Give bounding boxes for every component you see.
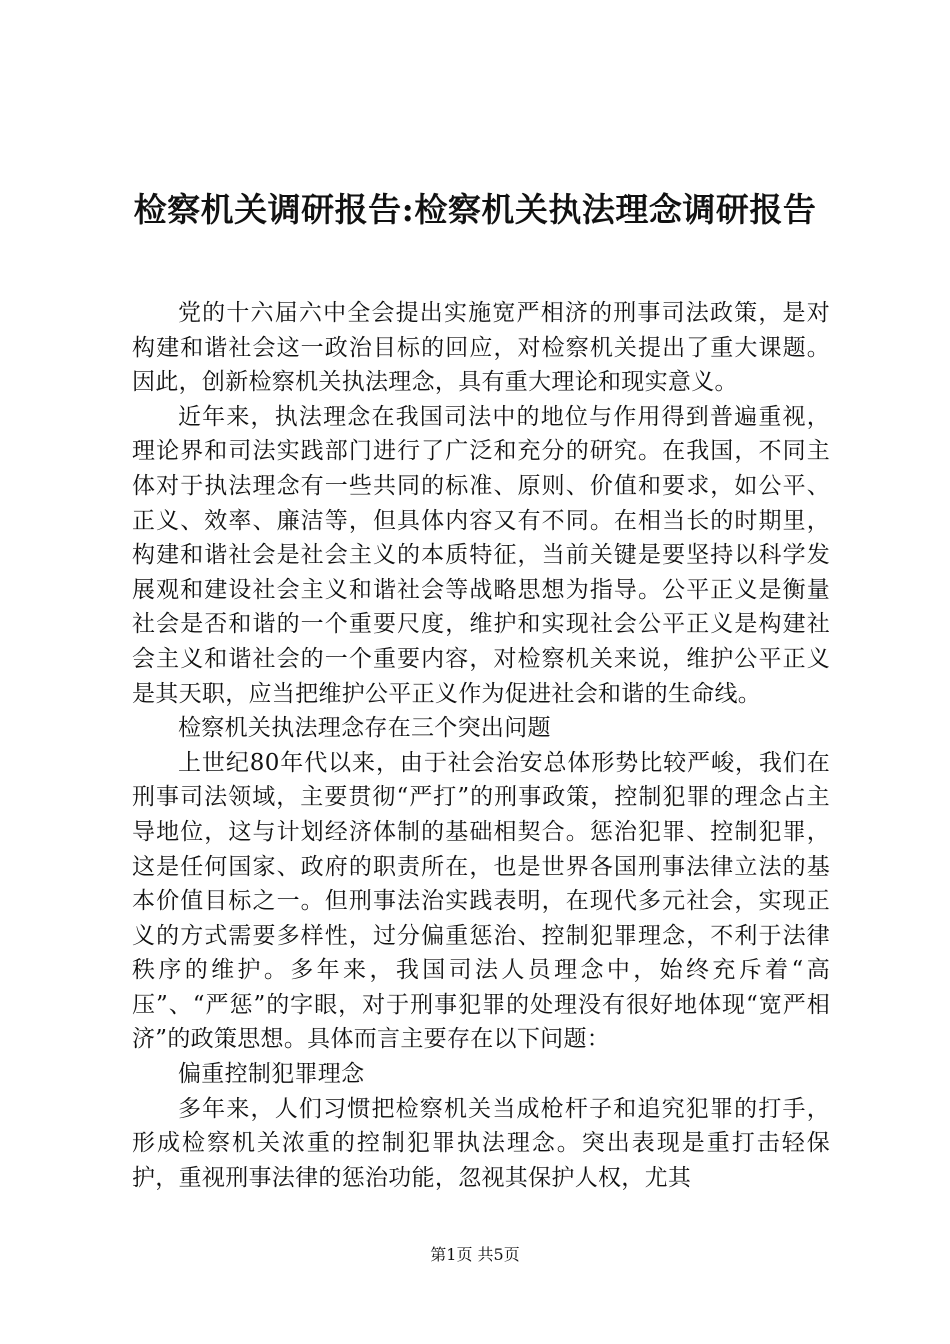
paragraph-intro: 党的十六届六中全会提出实施宽严相济的刑事司法政策，是对构建和谐社会这一政治目标的回应，对检察机关提出了重大课题。因此，创新检察机关执法理念，具有重大理论和现实意义。 [132,300,830,396]
section-heading-problems: 检察机关执法理念存在三个突出问题 [178,715,551,742]
paragraph-history: 上世纪80年代以来，由于社会治安总体形势比较严峻，我们在刑事司法领域，主要贯彻“严打”的刑事政策，控制犯罪的理念占主导地位，这与计划经济体制的基础相契合。惩治犯罪、控制犯罪，这是任何国家、政府的职责所在，也是世界各国刑事法律立法的基本价值目标之一。但刑事法治实践表明，在现代多元社会，实现正义的方式需要多样性，过分偏重惩治、控制犯罪理念，不利于法律秩序的维护。多年来，我国司法人员理念中，始终充斥着“高压”、“严惩”的字眼，对于刑事犯罪的处理没有很好地体现“宽严相济”的政策思想。具体而言主要存在以下问题： [132,749,830,1053]
paragraph-background: 近年来，执法理念在我国司法中的地位与作用得到普遍重视，理论界和司法实践部门进行了广泛和充分的研究。在我国，不同主体对于执法理念有一些共同的标准、原则、价值和要求，如公平、正义、效率、廉洁等，但具体内容又有不同。在相当长的时期里，构建和谐社会是社会主义的本质特征，当前关键是要坚持以科学发展观和建设社会主义和谐社会等战略思想为指导。公平正义是衡量社会是否和谐的一个重要尺度，维护和实现社会公平正义是构建社会主义和谐社会的一个重要内容，对检察机关来说，维护公平正义是其天职，应当把维护公平正义作为促进社会和谐的生命线。 [132,403,830,707]
paragraph-control: 多年来，人们习惯把检察机关当成枪杆子和追究犯罪的打手，形成检察机关浓重的控制犯罪执法理念。突出表现是重打击轻保护，重视刑事法律的惩治功能，忽视其保护人权，尤其 [132,1095,830,1191]
page-footer: 第1页 共5页 [430,1245,520,1264]
document-title: 检察机关调研报告:检察机关执法理念调研报告 [133,190,817,229]
subsection-heading-control: 偏重控制犯罪理念 [178,1061,365,1088]
document-body [132,296,830,1195]
